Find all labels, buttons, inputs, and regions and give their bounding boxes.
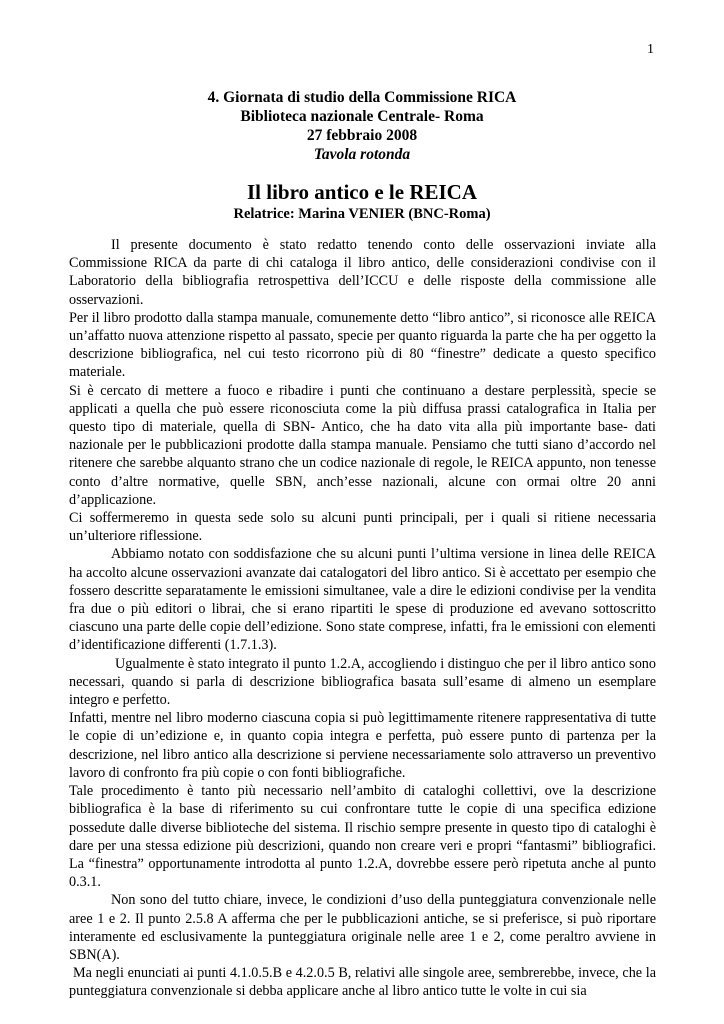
paragraph-1: Il presente documento è stato redatto tenendo conto delle osservazioni inviate alla Commissione RICA da parte di chi cataloga il libro antico, delle considerazioni condivise con il Laboratorio della bibliografia retrospettiva dell’ICCU e delle risposte della commissione alle osservazioni. <box>69 237 656 308</box>
header-line-venue: Biblioteca nazionale Centrale- Roma <box>240 108 484 125</box>
paragraph-5: Abbiamo notato con soddisfazione che su alcuni punti l’ultima versione in linea delle REICA ha accolto alcune osservazioni avanzate dai catalogatori del libro antico. Si è accettato per esempio che fossero descritte separatamente le emissioni simultanee, vale a dire le edizioni condivise per la vendita fra due o più editori o librai, che si erano ripartiti le spese di produzione ed avevano sottoscritto ciascuno una parte delle copie dell’edizione. Sono state comprese, infatti, fra le emissioni con elementi d’identificazione differenti (1.7.1.3). <box>69 546 656 654</box>
paragraph-3: Si è cercato di mettere a fuoco e ribadire i punti che continuano a destare perplessità, specie se applicati a quella che può essere riconosciuta come la più diffusa prassi catalografica in Italia per questo tipo di materiale, quella di SBN- Antico, che ha dato vita alla più importante base- dati nazionale per le pubblicazioni prodotte dalla stampa manuale. Pensiamo che tutti siano d’accordo nel ritenere che sarebbe alquanto strano che un codice nazionale di regole, le REICA appunto, non tenesse conto d’altre normative, quelle SBN, anch’esse nazionali, alcune con ormai oltre 20 anni d’applicazione. <box>69 382 656 508</box>
paragraph-7: Infatti, mentre nel libro moderno ciascuna copia si può legittimamente ritenere rappresentativa di tutte le copie di un’edizione e, in quanto copia integra e perfetta, può essere punto di partenza per la descrizione, nel libro antico alla descrizione si perviene necessariamente solo attraverso un preventivo lavoro di confronto fra più copie o con fonti bibliografiche. <box>69 710 656 781</box>
header-line-session: Tavola rotonda <box>313 146 411 163</box>
document-body <box>69 236 656 1001</box>
header-line-event: 4. Giornata di studio della Commissione RICA <box>207 89 517 106</box>
document-subtitle: Relatrice: Marina VENIER (BNC-Roma) <box>233 206 491 222</box>
paragraph-10: Ma negli enunciati ai punti 4.1.0.5.B e 4.2.0.5 B, relativi alle singole aree, sembrerebbe, invece, che la punteggiatura convenzionale si debba applicare anche al libro antico tutte le volte in cui sia <box>69 965 656 1000</box>
header-line-date: 27 febbraio 2008 <box>306 127 418 144</box>
paragraph-2: Per il libro prodotto dalla stampa manuale, comunemente detto “libro antico”, si riconosce alle REICA un’affatto nuova attenzione rispetto al passato, specie per quanto riguarda la parte che ha per oggetto la descrizione bibliografica, nel cui testo ricorrono più di 80 “finestre” dedicate a questo specifico materiale. <box>69 309 656 381</box>
page-number: 1 <box>647 42 654 57</box>
paragraph-8: Tale procedimento è tanto più necessario nell’ambito di cataloghi collettivi, ove la descrizione bibliografica è la base di riferimento su cui confrontare tutte le copie di una specifica edizione possedute dalle diverse biblioteche del sistema. Il rischio sempre presente in questo tipo di cataloghi è dare per una stessa edizione più descrizioni, quando non creare veri e propri “fantasmi” bibliografici. La “finestra” opportunamente introdotta al punto 1.2.A, dovrebbe essere però ripetuta anche al punto 0.3.1. <box>69 783 656 891</box>
paragraph-4: Ci soffermeremo in questa sede solo su alcuni punti principali, per i quali si ritiene necessaria un’ulteriore riflessione. <box>69 510 656 545</box>
paragraph-6: Ugualmente è stato integrato il punto 1.2.A, accogliendo i distinguo che per il libro antico sono necessari, quando si parla di descrizione bibliografica basata sull’esame di almeno un esemplare integro e perfetto. <box>69 655 656 709</box>
paragraph-9: Non sono del tutto chiare, invece, le condizioni d’uso della punteggiatura convenzionale nelle aree 1 e 2. Il punto 2.5.8 A afferma che per le pubblicazioni antiche, se si preferisce, si può riportare interamente ed esclusivamente la punteggiatura originale nelle aree 1 e 2, come peraltro avviene in SBN(A). <box>69 892 656 963</box>
document-title: Il libro antico e le REICA <box>246 180 478 204</box>
event-header <box>0 88 724 164</box>
